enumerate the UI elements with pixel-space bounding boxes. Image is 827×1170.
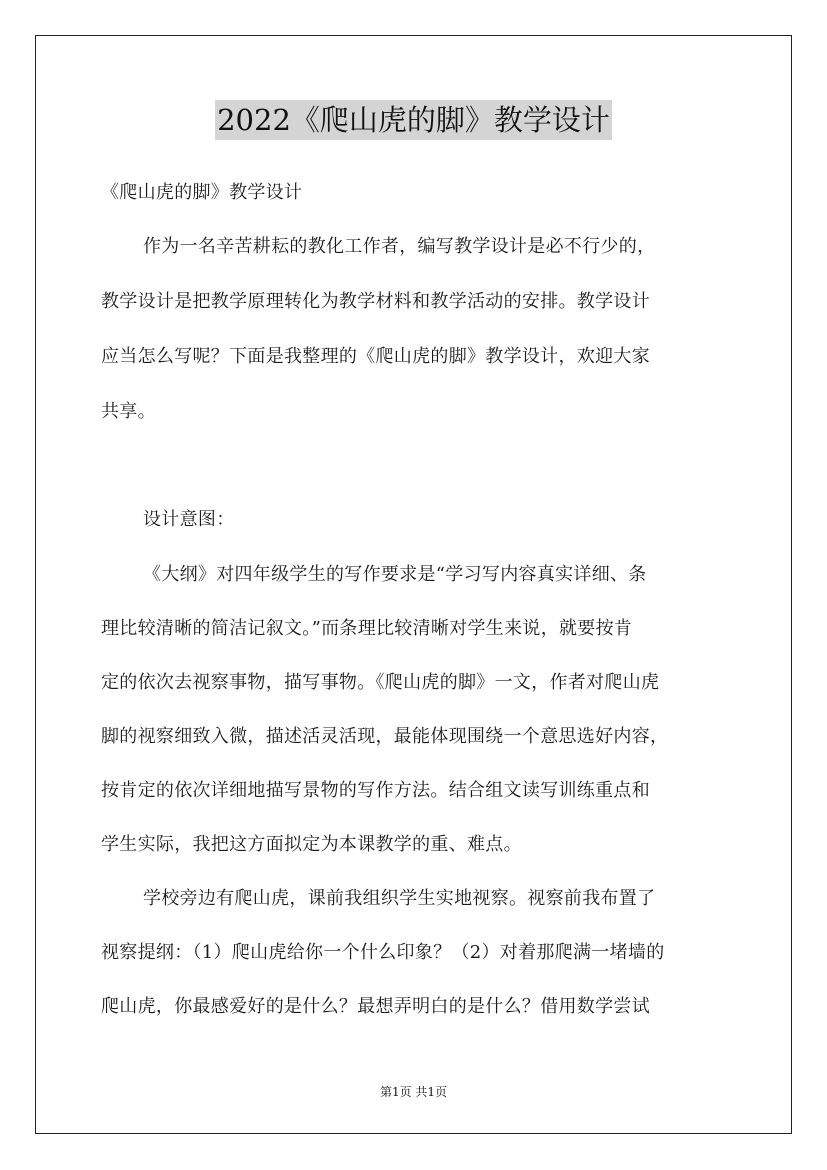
paragraph-line: 作为一名辛苦耕耘的教化工作者，编写教学设计是必不行少的， <box>143 236 656 257</box>
paragraph-line: 理比较清晰的简洁记叙文。”而条理比较清晰对学生来说，就要按肯 <box>101 618 633 639</box>
title-container <box>0 100 827 140</box>
paragraph-line: 共享。 <box>101 401 156 422</box>
paragraph-line: 《大纲》对四年级学生的写作要求是“学习写内容真实详细、条 <box>143 564 647 585</box>
paragraph-line: 定的依次去视察事物，描写事物。《爬山虎的脚》一文，作者对爬山虎 <box>101 672 660 693</box>
page-footer: 第1页 共1页 <box>379 1085 448 1099</box>
paragraph-line: 按肯定的依次详细地描写景物的写作方法。结合组文读写训练重点和 <box>101 780 650 801</box>
paragraph-line: 脚的视察细致入微，描述活灵活现，最能体现围绕一个意思选好内容， <box>101 726 669 747</box>
document-subtitle: 《爬山虎的脚》教学设计 <box>101 182 303 203</box>
paragraph-line: 学校旁边有爬山虎，课前我组织学生实地视察。视察前我布置了 <box>143 888 656 909</box>
document-title: 2022《爬山虎的脚》教学设计 <box>215 100 612 140</box>
section-heading: 设计意图： <box>143 509 235 530</box>
paragraph-line: 爬山虎，你最感爱好的是什么？最想弄明白的是什么？借用数学尝试 <box>101 996 650 1017</box>
paragraph-line: 教学设计是把教学原理转化为教学材料和教学活动的安排。教学设计 <box>101 291 650 312</box>
paragraph-line: 学生实际，我把这方面拟定为本课教学的重、难点。 <box>101 834 522 855</box>
paragraph-line: 应当怎么写呢？下面是我整理的《爬山虎的脚》教学设计，欢迎大家 <box>101 346 650 367</box>
paragraph-line: 视察提纲：（1）爬山虎给你一个什么印象？（2）对着那爬满一堵墙的 <box>101 942 665 963</box>
